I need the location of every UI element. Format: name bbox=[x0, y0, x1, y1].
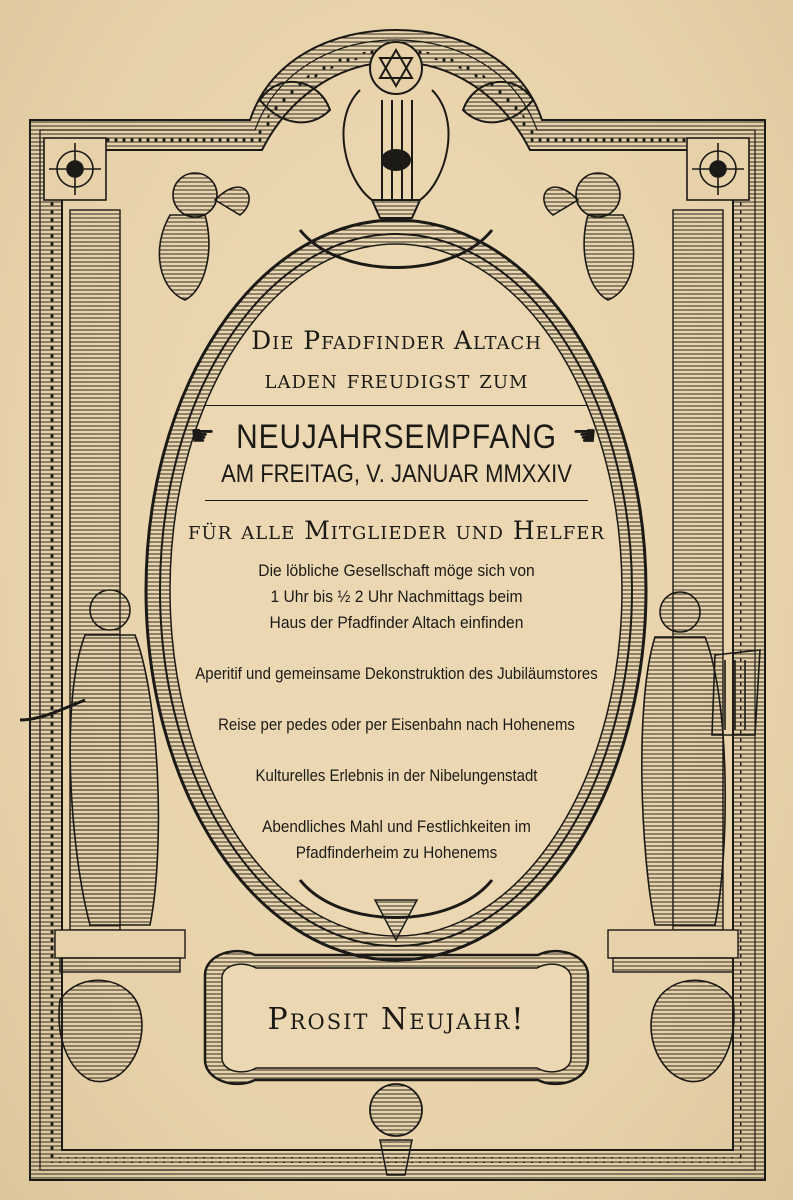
pointing-hand-left-icon: ☛ bbox=[190, 419, 216, 452]
meeting-line-2: 1 Uhr bis ½ 2 Uhr Nachmittags beim bbox=[270, 587, 523, 606]
host-line-1: Die Pfadfinder Altach bbox=[251, 326, 542, 355]
pointing-hand-right-icon: ☚ bbox=[572, 419, 598, 452]
event-date: AM FREITAG, V. JANUAR MMXXIV bbox=[221, 460, 572, 488]
event-title: NEUJAHRSEMPFANG bbox=[236, 418, 557, 456]
divider-bottom bbox=[205, 500, 588, 501]
program-item-3: Kulturelles Erlebnis in der Nibelungenstadt bbox=[255, 766, 538, 785]
program-item-2: Reise per pedes oder per Eisenbahn nach Hohenems bbox=[218, 715, 575, 734]
divider-top bbox=[205, 405, 588, 406]
dinner-line-1: Abendliches Mahl und Festlichkeiten im bbox=[262, 817, 531, 836]
meeting-line-1: Die löbliche Gesellschaft möge sich von bbox=[258, 561, 535, 580]
meeting-line-3: Haus der Pfadfinder Altach einfinden bbox=[269, 613, 524, 632]
host-line-2: laden freudigst zum bbox=[264, 365, 529, 394]
dinner-line-2: Pfadfinderheim zu Hohenems bbox=[295, 843, 498, 862]
closing-greeting: Prosit Neujahr! bbox=[267, 1002, 526, 1037]
audience-line: für alle Mitglieder und Helfer bbox=[188, 516, 605, 545]
program-item-1: Aperitif und gemeinsame Dekonstruktion des Jubiläumstores bbox=[195, 664, 598, 683]
